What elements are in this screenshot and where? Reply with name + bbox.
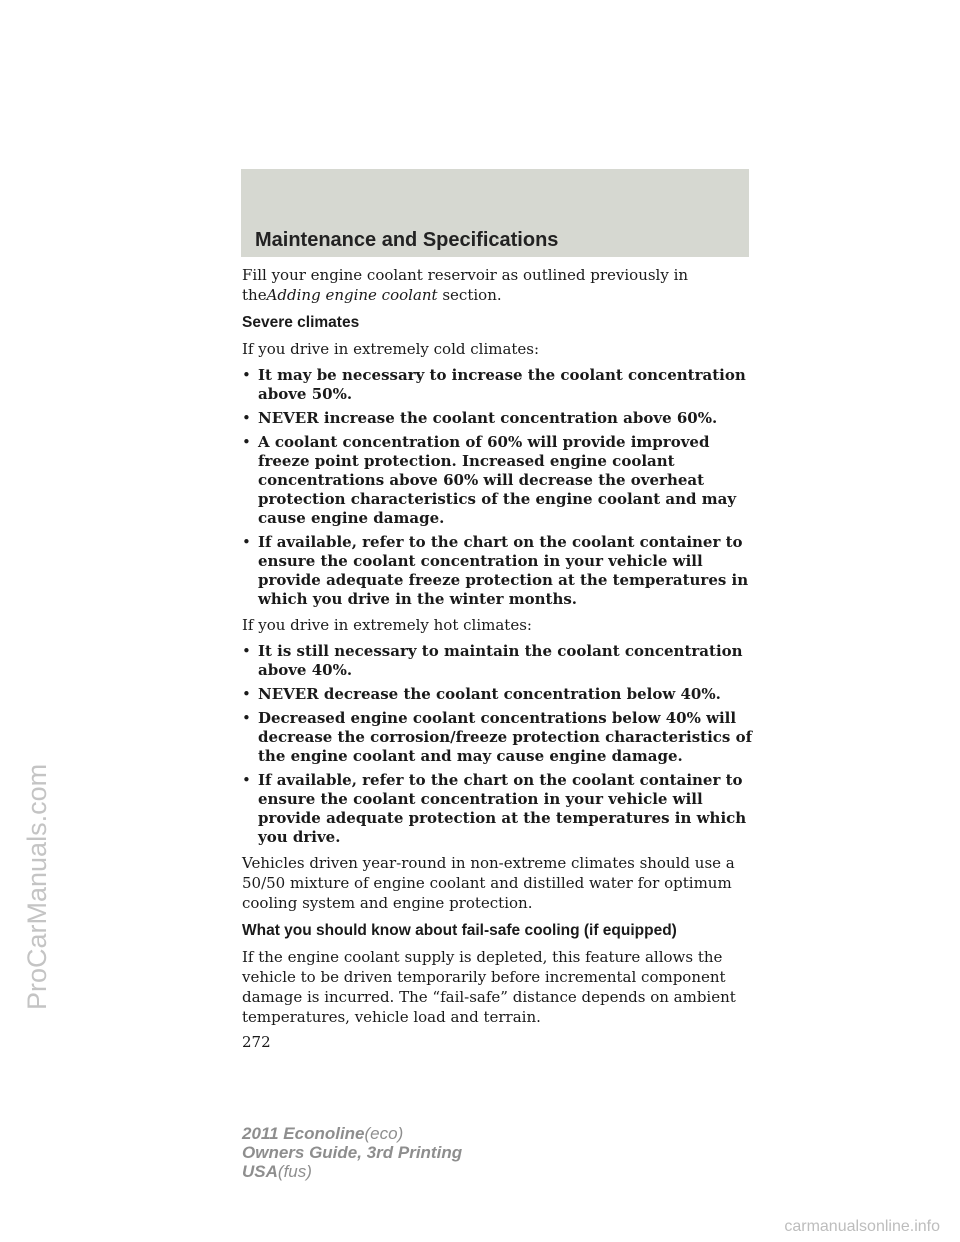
list-item [242,709,754,766]
list-item [242,771,754,847]
bullet-icon: • [242,409,251,427]
fail-safe-paragraph: If the engine coolant supply is depleted, this feature allows the vehicle to be driven temporarily before incremental component damage is incurred. The “fail-safe” distance depends on ambient temperatures, vehicle load and terrain. [242,948,736,1026]
intro-paragraph [242,265,754,305]
list-item-text: NEVER decrease the coolant concentration below 40%. [258,685,721,703]
intro-text: Fill your engine coolant reservoir as outlined previously in the [242,266,689,304]
cold-climates-intro: If you drive in extremely cold climates: [242,340,540,358]
bullet-icon: • [242,366,251,384]
bullet-icon: • [242,685,251,703]
bullet-icon: • [242,771,251,789]
footer-market-line [242,1162,462,1181]
list-item [242,533,754,609]
list-item [242,409,754,428]
footer-market: USA [242,1162,278,1181]
list-item-text: Decreased engine coolant concentrations below 40% will decrease the corrosion/freeze protection characteristics of the engine coolant and may cause engine damage. [258,709,753,765]
bottom-watermark: carmanualsonline.info [784,1218,940,1235]
list-item [242,433,754,528]
list-item [242,685,754,704]
cold-climate-list [242,366,754,609]
hot-climate-list [242,642,754,847]
document-footer [242,1124,462,1181]
list-item-text: It may be necessary to increase the coolant concentration above 50%. [258,366,746,403]
footer-model-line [242,1124,462,1143]
footer-guide: Owners Guide, 3rd Printing [242,1143,463,1162]
list-item-text: A coolant concentration of 60% will provide improved freeze point protection. Increased engine coolant concentrations above 60% will decrease the overheat protection characteristics of the engine coolant and may cause engine damage. [258,433,737,527]
list-item-text: If available, refer to the chart on the coolant container to ensure the coolant concentration in your vehicle will provide adequate protection at the temperatures in which you drive. [258,771,747,846]
page-number: 272 [242,1033,271,1051]
intro-crossref: Adding engine coolant [266,286,438,304]
bullet-icon: • [242,642,251,660]
footer-model-code: (eco) [364,1124,404,1143]
year-round-paragraph: Vehicles driven year-round in non-extreme climates should use a 50/50 mixture of engine coolant and distilled water for optimum cooling system and engine protection. [242,854,735,912]
hot-climates-intro: If you drive in extremely hot climates: [242,616,532,634]
list-item-text: If available, refer to the chart on the coolant container to ensure the coolant concentration in your vehicle will provide adequate freeze protection at the temperatures in which you drive in the winter months. [258,533,749,608]
section-title: Maintenance and Specifications [255,229,559,251]
footer-guide-line [242,1143,462,1162]
bullet-icon: • [242,533,251,551]
list-item-text: It is still necessary to maintain the coolant concentration above 40%. [258,642,743,679]
page-content [242,265,754,1052]
severe-climates-heading: Severe climates [242,314,360,331]
list-item [242,366,754,404]
footer-market-code: (fus) [277,1162,312,1181]
section-header-band [241,169,749,257]
intro-text-end: section. [442,286,502,304]
fail-safe-heading: What you should know about fail-safe cooling (if equipped) [242,922,677,939]
list-item-text: NEVER increase the coolant concentration above 60%. [258,409,718,427]
bullet-icon: • [242,433,251,451]
footer-model: 2011 Econoline [242,1124,365,1143]
bullet-icon: • [242,709,251,727]
side-watermark: ProCarManuals.com [22,763,52,1010]
list-item [242,642,754,680]
